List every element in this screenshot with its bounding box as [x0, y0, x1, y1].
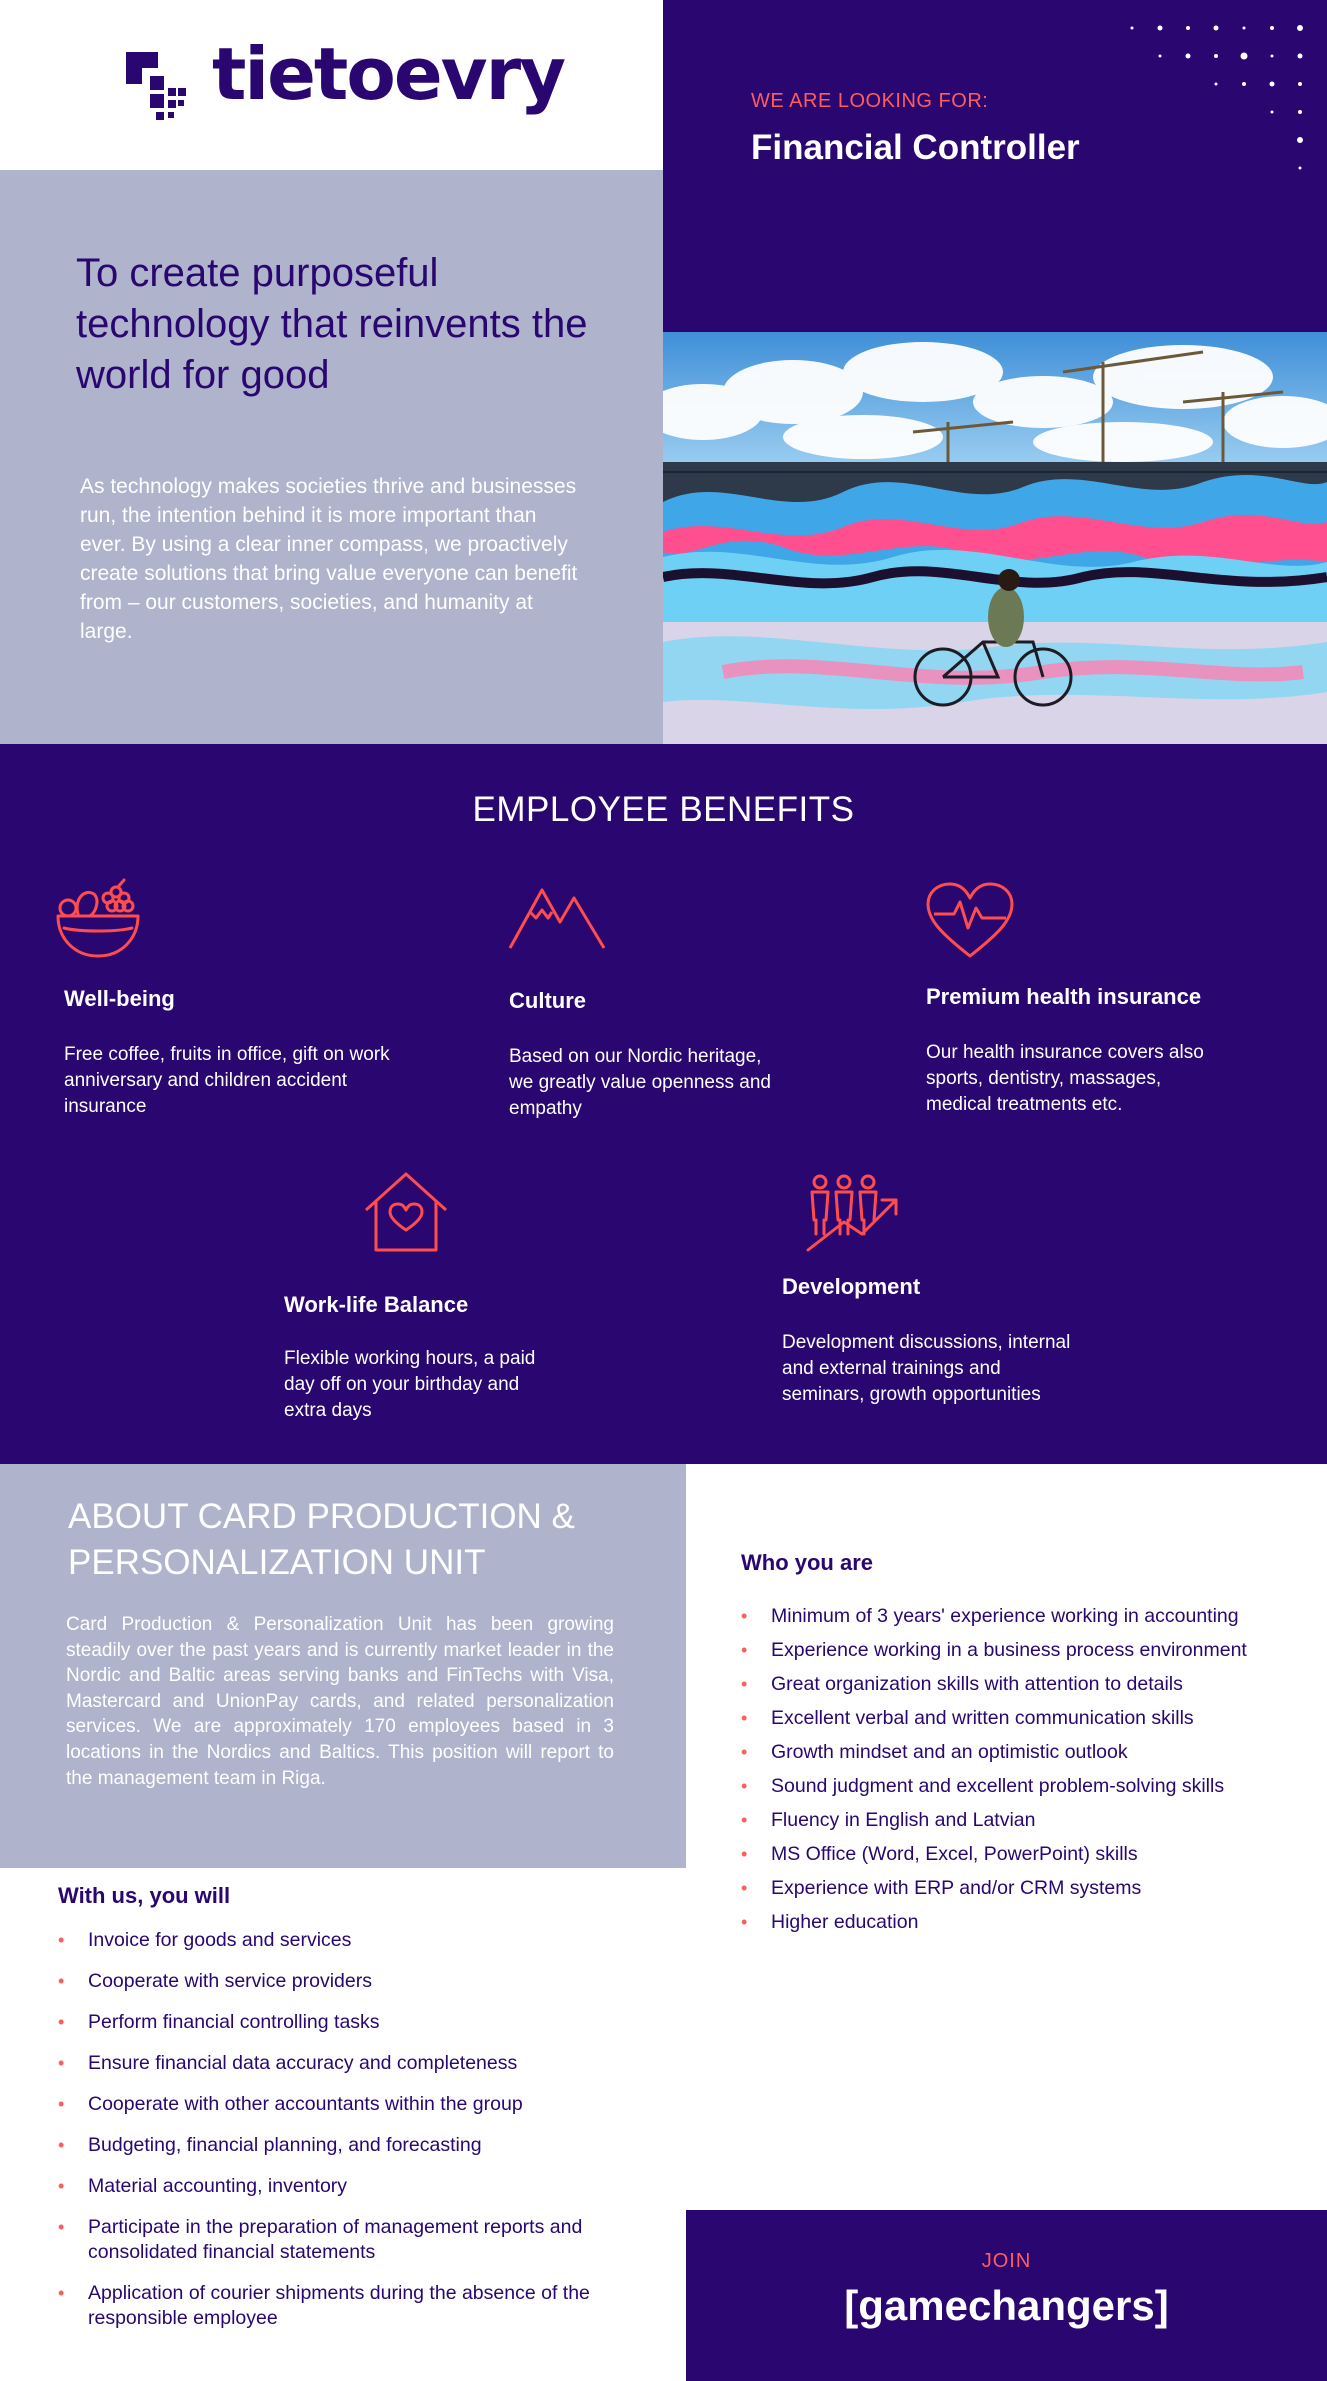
list-item: • Excellent verbal and written communication skills [741, 1706, 1301, 1731]
job-title: Financial Controller [751, 128, 1080, 167]
list-item: • Great organization skills with attention to details [741, 1672, 1301, 1697]
fruit-bowl-icon [50, 878, 150, 964]
benefit-title-well-being: Well-being [64, 986, 175, 1011]
benefit-title-culture: Culture [509, 988, 586, 1013]
heart-pulse-icon [920, 878, 1020, 964]
about-body: Card Production & Personalization Unit has been growing steadily over the past years and is currently market leader in the Nordic and Baltic areas serving banks and FinTechs with Visa, Mastercard and UnionPay cards, and related personalization services. We are approximately 170 employees based in 3 locations in the Nordics and Baltics. This position will report to the management team in Riga. [66, 1614, 614, 1789]
list-item: • Sound judgment and excellent problem-solving skills [741, 1774, 1301, 1799]
with-us-heading: With us, you will [58, 1883, 231, 1908]
benefit-desc-work-life: Flexible working hours, a paid day off on your birthday and extra days [284, 1348, 536, 1421]
house-heart-icon [356, 1172, 456, 1258]
people-growth-icon [804, 1172, 904, 1258]
list-item: • Cooperate with other accountants within the group [58, 2092, 638, 2117]
list-item: • Material accounting, inventory [58, 2174, 638, 2199]
decorative-dots [1120, 20, 1320, 180]
benefit-desc-well-being: Free coffee, fruits in office, gift on work anniversary and children accident insurance [64, 1044, 390, 1117]
list-item: • MS Office (Word, Excel, PowerPoint) skills [741, 1842, 1301, 1867]
list-item: • Budgeting, financial planning, and forecasting [58, 2133, 638, 2158]
join-eyebrow: JOIN [981, 2250, 1032, 2272]
list-item: • Fluency in English and Latvian [741, 1808, 1301, 1833]
list-item: • Growth mindset and an optimistic outlook [741, 1740, 1301, 1765]
benefit-title-premium-health: Premium health insurance [926, 984, 1202, 1009]
list-item: • Experience with ERP and/or CRM systems [741, 1876, 1301, 1901]
list-item: • Invoice for goods and services [58, 1928, 638, 1953]
who-you-are-heading: Who you are [741, 1550, 874, 1575]
pixel-logo-icon [126, 52, 190, 120]
benefit-title-development: Development [782, 1274, 921, 1299]
list-item: • Higher education [741, 1910, 1301, 1935]
benefit-title-work-life: Work-life Balance [284, 1292, 469, 1317]
join-gamechangers: [gamechangers] [844, 2282, 1169, 2329]
list-item: • Minimum of 3 years' experience working in accounting [741, 1604, 1301, 1629]
with-us-list [58, 1928, 638, 2331]
list-item: • Application of courier shipments during the absence of the responsible employee [58, 2281, 638, 2331]
list-item: • Participate in the preparation of management reports and consolidated financial statements [58, 2215, 638, 2265]
list-item: • Experience working in a business process environment [741, 1638, 1301, 1663]
list-item: • Cooperate with service providers [58, 1969, 638, 1994]
list-item: • Perform financial controlling tasks [58, 2010, 638, 2035]
who-you-are-list [741, 1604, 1301, 1935]
job-eyebrow: WE ARE LOOKING FOR: [751, 90, 989, 112]
benefits-title: EMPLOYEE BENEFITS [472, 790, 855, 829]
benefit-desc-premium-health: Our health insurance covers also sports, dentistry, massages, medical treatments etc. [926, 1042, 1204, 1115]
hero-body: As technology makes societies thrive and businesses run, the intention behind it is more important than ever. By using a clear inner compass, we proactively create solutions that bring value everyone can benefit from – our customers, societies, and humanity at large. [80, 475, 578, 643]
benefit-desc-culture: Based on our Nordic heritage, we greatly value openness and empathy [509, 1046, 771, 1119]
mountain-icon [508, 878, 608, 964]
list-item: • Ensure financial data accuracy and completeness [58, 2051, 638, 2076]
about-title: ABOUT CARD PRODUCTION & PERSONALIZATION UNIT [68, 1497, 575, 1582]
logo-wordmark: tietoevry [212, 32, 565, 116]
mural-cyclist-photo [663, 332, 1327, 744]
tagline: To create purposeful technology that reinvents the world for good [76, 251, 588, 397]
benefit-desc-development: Development discussions, internal and external trainings and seminars, growth opportunities [782, 1332, 1071, 1405]
